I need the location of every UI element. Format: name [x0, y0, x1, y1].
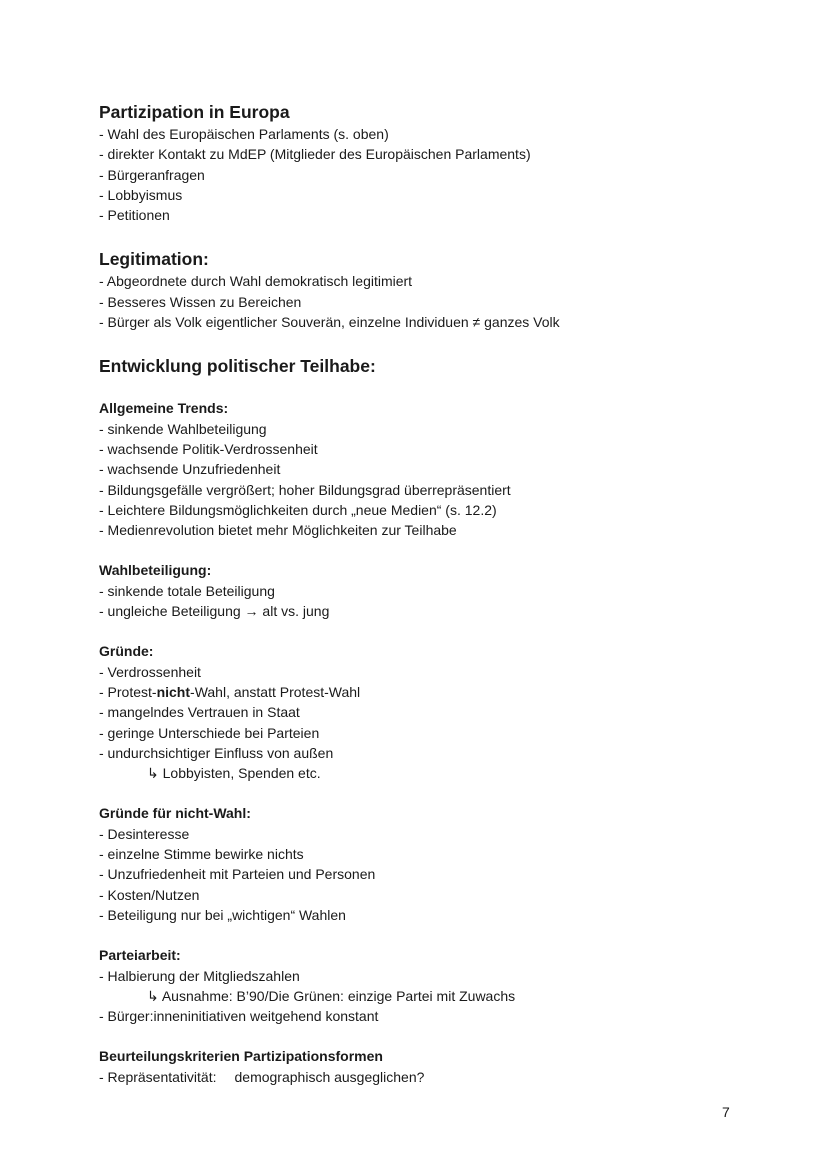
spacer	[99, 1026, 759, 1046]
list-item: - Bürger:inneninitiativen weitgehend konstant	[99, 1008, 379, 1025]
list-item: - Wahl des Europäischen Parlaments (s. oben)	[99, 126, 389, 142]
list-item: - sinkende Wahlbeteiligung	[99, 420, 267, 437]
heading-development: Entwicklung politischer Teilhabe:	[99, 356, 376, 377]
list-item: - Kosten/Nutzen	[99, 886, 200, 903]
list-item: - geringe Unterschiede bei Parteien	[99, 724, 320, 741]
spacer	[99, 378, 759, 398]
page-number: 7	[722, 1104, 730, 1120]
list-item: - Desinteresse	[99, 825, 190, 842]
sub-list-item: ↳ Lobbyisten, Spenden etc.	[147, 765, 321, 782]
subheading-criteria: Beurteilungskriterien Partizipationsformen	[99, 1048, 383, 1065]
list-item: - Lobbyismus	[99, 186, 183, 203]
criterion-label: - Repräsentativität:	[99, 1068, 217, 1085]
emphasis-nicht: nicht	[156, 683, 191, 700]
list-item: - undurchsichtiger Einfluss von außen	[99, 744, 334, 761]
spacer	[99, 621, 759, 641]
list-item: - Beteiligung nur bei „wichtigen“ Wahlen	[99, 906, 346, 923]
criterion-value: demographisch ausgeglichen?	[234, 1068, 425, 1085]
list-item: - Unzufriedenheit mit Parteien und Personen	[99, 866, 376, 883]
list-item: - Petitionen	[99, 207, 170, 224]
heading-legitimation: Legitimation:	[99, 249, 209, 270]
spacer	[99, 332, 759, 354]
subheading-reasons: Gründe:	[99, 643, 154, 660]
list-item-prefix: - Protest-	[99, 683, 157, 700]
list-item: - Bildungsgefälle vergrößert; hoher Bildungsgrad überrepräsentiert	[99, 481, 511, 498]
subheading-party-work: Parteiarbeit:	[99, 947, 181, 964]
list-item: - ungleiche Beteiligung → alt vs. jung	[99, 603, 330, 620]
spacer	[99, 225, 759, 247]
list-item: - Halbierung der Mitgliedszahlen	[99, 967, 300, 984]
list-item: - mangelndes Vertrauen in Staat	[99, 704, 300, 721]
list-item-protest	[99, 682, 759, 702]
list-item-suffix: -Wahl, anstatt Protest-Wahl	[190, 683, 361, 700]
subheading-trends: Allgemeine Trends:	[99, 400, 229, 417]
subheading-nonvoting: Gründe für nicht-Wahl:	[99, 805, 251, 822]
list-item: - Bürgeranfragen	[99, 166, 205, 183]
heading-participation-europe: Partizipation in Europa	[99, 102, 290, 122]
list-item: - Besseres Wissen zu Bereichen	[99, 293, 302, 310]
list-item: - Bürger als Volk eigentlicher Souverän, einzelne Individuen ≠ ganzes Volk	[99, 314, 560, 331]
list-item: - wachsende Politik-Verdrossenheit	[99, 440, 318, 457]
sub-list-item: ↳ Ausnahme: B’90/Die Grünen: einzige Partei mit Zuwachs	[147, 987, 516, 1004]
list-item: - Medienrevolution bietet mehr Möglichkeiten zur Teilhabe	[99, 522, 457, 539]
spacer	[99, 540, 759, 560]
list-item: - Verdrossenheit	[99, 663, 201, 680]
list-item: - einzelne Stimme bewirke nichts	[99, 846, 304, 863]
list-item: - Leichtere Bildungsmöglichkeiten durch „neue Medien“ (s. 12.2)	[99, 501, 497, 518]
list-item: - Abgeordnete durch Wahl demokratisch legitimiert	[99, 273, 413, 290]
list-item: - sinkende totale Beteiligung	[99, 582, 275, 599]
document-page	[99, 100, 759, 1087]
list-item: - wachsende Unzufriedenheit	[99, 461, 281, 478]
list-item: - direkter Kontakt zu MdEP (Mitglieder des Europäischen Parlaments)	[99, 146, 531, 163]
subheading-turnout: Wahlbeteiligung:	[99, 562, 212, 579]
spacer	[99, 783, 759, 803]
spacer	[99, 925, 759, 945]
list-item-representativity	[99, 1067, 759, 1087]
